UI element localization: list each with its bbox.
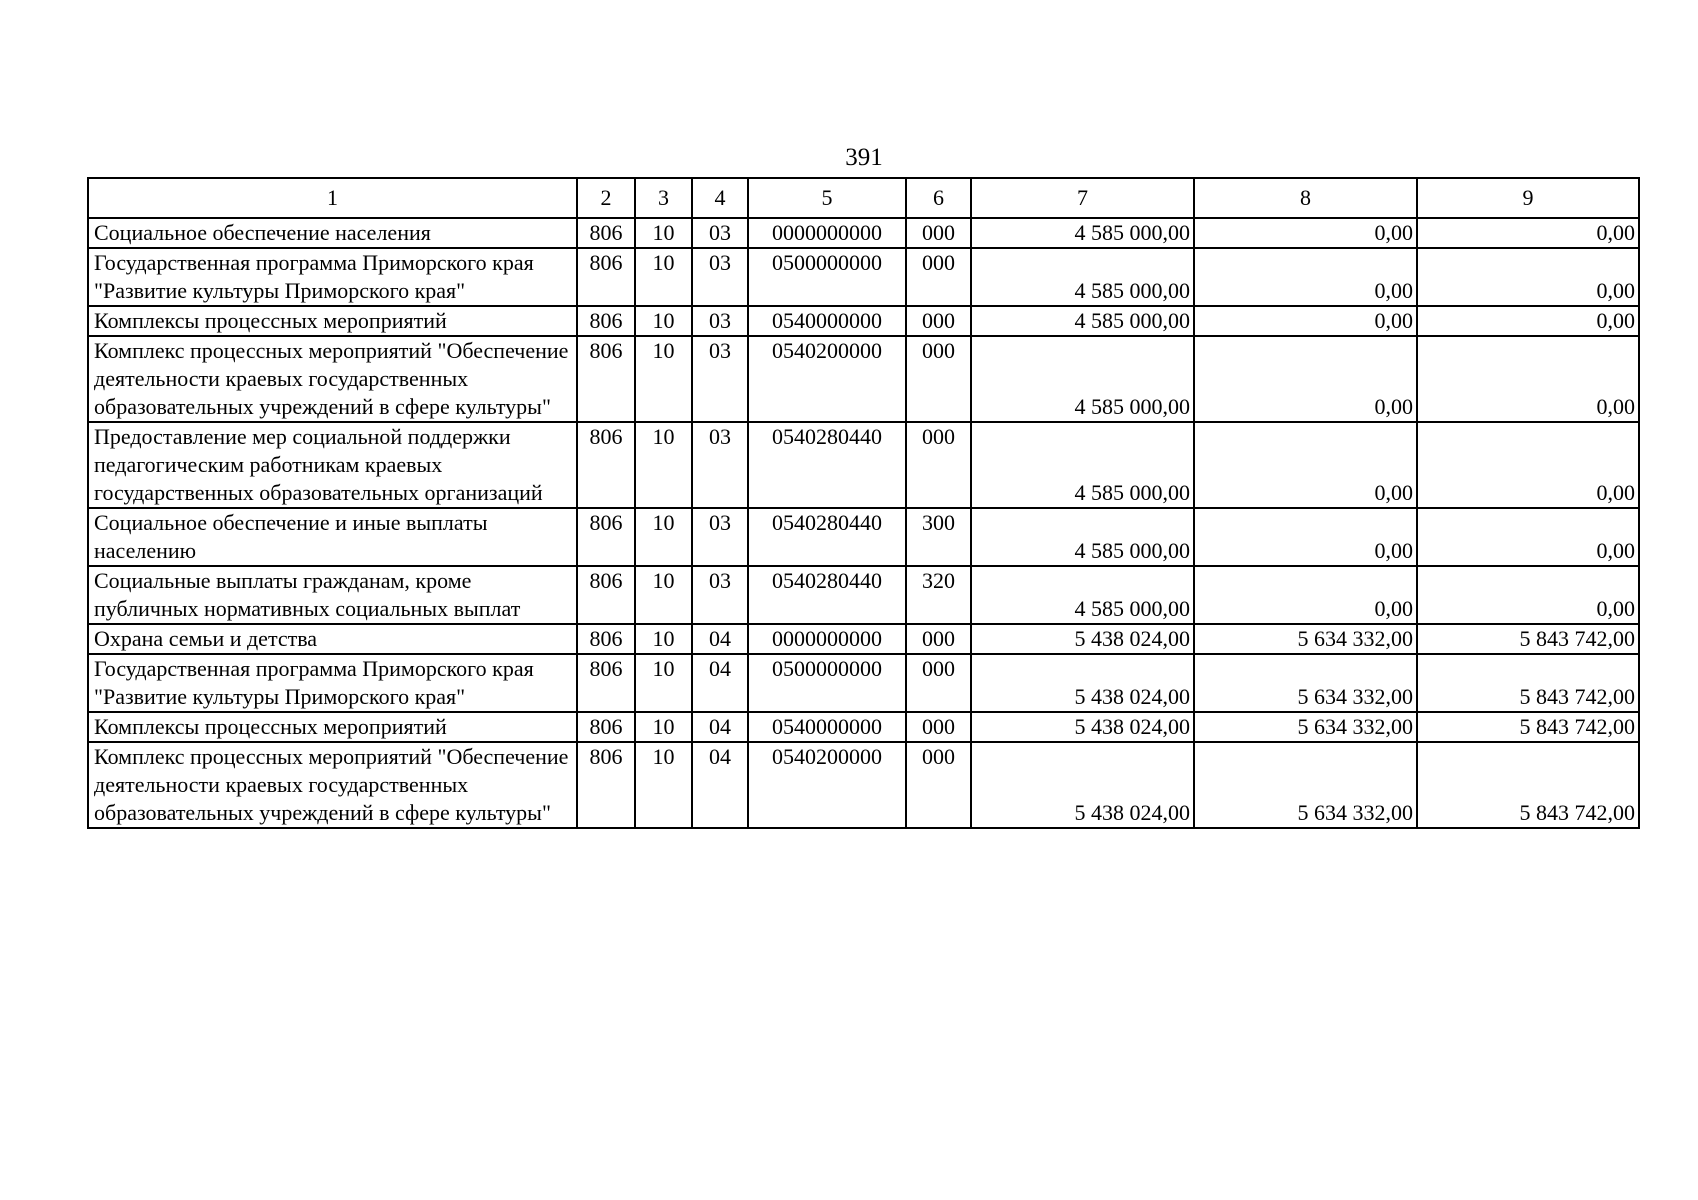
expense-type-code: 000	[906, 422, 971, 508]
subsection-code: 04	[692, 654, 748, 712]
expense-type-code: 000	[906, 624, 971, 654]
section-code: 10	[635, 624, 692, 654]
table-row	[88, 566, 1639, 624]
target-article-code: 0540200000	[748, 336, 906, 422]
expense-type-code: 000	[906, 306, 971, 336]
amount-col-7: 5 438 024,00	[971, 742, 1194, 828]
amount-col-9: 0,00	[1417, 422, 1639, 508]
amount-col-7: 4 585 000,00	[971, 508, 1194, 566]
amount-col-8: 0,00	[1194, 336, 1417, 422]
target-article-code: 0540280440	[748, 422, 906, 508]
amount-col-7: 4 585 000,00	[971, 218, 1194, 248]
row-name: Комплекс процессных мероприятий "Обеспечение деятельности краевых государственных образовательных учреждений в сфере культуры"	[88, 336, 577, 422]
column-header: 3	[635, 178, 692, 218]
expense-type-code: 000	[906, 218, 971, 248]
ministry-code: 806	[577, 336, 635, 422]
target-article-code: 0500000000	[748, 654, 906, 712]
table-row	[88, 508, 1639, 566]
amount-col-7: 4 585 000,00	[971, 306, 1194, 336]
ministry-code: 806	[577, 422, 635, 508]
amount-col-8: 0,00	[1194, 306, 1417, 336]
subsection-code: 03	[692, 422, 748, 508]
amount-col-9: 0,00	[1417, 336, 1639, 422]
expense-type-code: 000	[906, 742, 971, 828]
row-name: Охрана семьи и детства	[88, 624, 577, 654]
subsection-code: 03	[692, 566, 748, 624]
section-code: 10	[635, 248, 692, 306]
subsection-code: 04	[692, 712, 748, 742]
amount-col-7: 5 438 024,00	[971, 712, 1194, 742]
amount-col-9: 5 843 742,00	[1417, 654, 1639, 712]
target-article-code: 0540000000	[748, 306, 906, 336]
ministry-code: 806	[577, 306, 635, 336]
subsection-code: 04	[692, 742, 748, 828]
row-name: Предоставление мер социальной поддержки педагогическим работникам краевых государственных образовательных организаций	[88, 422, 577, 508]
section-code: 10	[635, 566, 692, 624]
row-name: Комплекс процессных мероприятий "Обеспечение деятельности краевых государственных образовательных учреждений в сфере культуры"	[88, 742, 577, 828]
expense-type-code: 300	[906, 508, 971, 566]
expense-type-code: 000	[906, 712, 971, 742]
row-name: Социальное обеспечение и иные выплаты населению	[88, 508, 577, 566]
target-article-code: 0540000000	[748, 712, 906, 742]
amount-col-9: 5 843 742,00	[1417, 624, 1639, 654]
target-article-code: 0540200000	[748, 742, 906, 828]
table-row	[88, 742, 1639, 828]
column-header: 5	[748, 178, 906, 218]
subsection-code: 03	[692, 218, 748, 248]
section-code: 10	[635, 654, 692, 712]
amount-col-9: 5 843 742,00	[1417, 712, 1639, 742]
row-name: Социальное обеспечение населения	[88, 218, 577, 248]
amount-col-9: 0,00	[1417, 248, 1639, 306]
section-code: 10	[635, 306, 692, 336]
amount-col-7: 5 438 024,00	[971, 624, 1194, 654]
amount-col-8: 5 634 332,00	[1194, 624, 1417, 654]
section-code: 10	[635, 422, 692, 508]
target-article-code: 0000000000	[748, 624, 906, 654]
target-article-code: 0540280440	[748, 508, 906, 566]
amount-col-8: 5 634 332,00	[1194, 654, 1417, 712]
amount-col-8: 0,00	[1194, 218, 1417, 248]
amount-col-7: 4 585 000,00	[971, 566, 1194, 624]
amount-col-8: 0,00	[1194, 248, 1417, 306]
amount-col-9: 5 843 742,00	[1417, 742, 1639, 828]
column-header: 1	[88, 178, 577, 218]
expense-type-code: 000	[906, 248, 971, 306]
amount-col-8: 0,00	[1194, 508, 1417, 566]
table-row	[88, 624, 1639, 654]
row-name: Государственная программа Приморского края "Развитие культуры Приморского края"	[88, 654, 577, 712]
table-row	[88, 712, 1639, 742]
ministry-code: 806	[577, 712, 635, 742]
table-row	[88, 336, 1639, 422]
section-code: 10	[635, 336, 692, 422]
amount-col-9: 0,00	[1417, 566, 1639, 624]
column-header: 9	[1417, 178, 1639, 218]
section-code: 10	[635, 742, 692, 828]
section-code: 10	[635, 218, 692, 248]
table-row	[88, 218, 1639, 248]
table-row	[88, 654, 1639, 712]
table-row	[88, 306, 1639, 336]
target-article-code: 0540280440	[748, 566, 906, 624]
table-header-row	[88, 178, 1639, 218]
ministry-code: 806	[577, 624, 635, 654]
amount-col-7: 4 585 000,00	[971, 248, 1194, 306]
amount-col-8: 5 634 332,00	[1194, 742, 1417, 828]
amount-col-9: 0,00	[1417, 306, 1639, 336]
amount-col-8: 0,00	[1194, 422, 1417, 508]
amount-col-9: 0,00	[1417, 508, 1639, 566]
expense-type-code: 000	[906, 336, 971, 422]
column-header: 8	[1194, 178, 1417, 218]
amount-col-9: 0,00	[1417, 218, 1639, 248]
ministry-code: 806	[577, 218, 635, 248]
amount-col-7: 4 585 000,00	[971, 336, 1194, 422]
ministry-code: 806	[577, 566, 635, 624]
target-article-code: 0500000000	[748, 248, 906, 306]
column-header: 4	[692, 178, 748, 218]
amount-col-7: 5 438 024,00	[971, 654, 1194, 712]
expense-type-code: 320	[906, 566, 971, 624]
column-header: 7	[971, 178, 1194, 218]
subsection-code: 03	[692, 248, 748, 306]
budget-table	[87, 177, 1640, 829]
ministry-code: 806	[577, 508, 635, 566]
section-code: 10	[635, 508, 692, 566]
row-name: Социальные выплаты гражданам, кроме публичных нормативных социальных выплат	[88, 566, 577, 624]
ministry-code: 806	[577, 742, 635, 828]
column-header: 6	[906, 178, 971, 218]
expense-type-code: 000	[906, 654, 971, 712]
subsection-code: 03	[692, 508, 748, 566]
column-header: 2	[577, 178, 635, 218]
amount-col-7: 4 585 000,00	[971, 422, 1194, 508]
page-number: 391	[845, 144, 883, 171]
row-name: Комплексы процессных мероприятий	[88, 306, 577, 336]
section-code: 10	[635, 712, 692, 742]
row-name: Комплексы процессных мероприятий	[88, 712, 577, 742]
row-name: Государственная программа Приморского края "Развитие культуры Приморского края"	[88, 248, 577, 306]
ministry-code: 806	[577, 654, 635, 712]
target-article-code: 0000000000	[748, 218, 906, 248]
amount-col-8: 5 634 332,00	[1194, 712, 1417, 742]
table-row	[88, 422, 1639, 508]
ministry-code: 806	[577, 248, 635, 306]
subsection-code: 04	[692, 624, 748, 654]
table-row	[88, 248, 1639, 306]
subsection-code: 03	[692, 336, 748, 422]
amount-col-8: 0,00	[1194, 566, 1417, 624]
subsection-code: 03	[692, 306, 748, 336]
